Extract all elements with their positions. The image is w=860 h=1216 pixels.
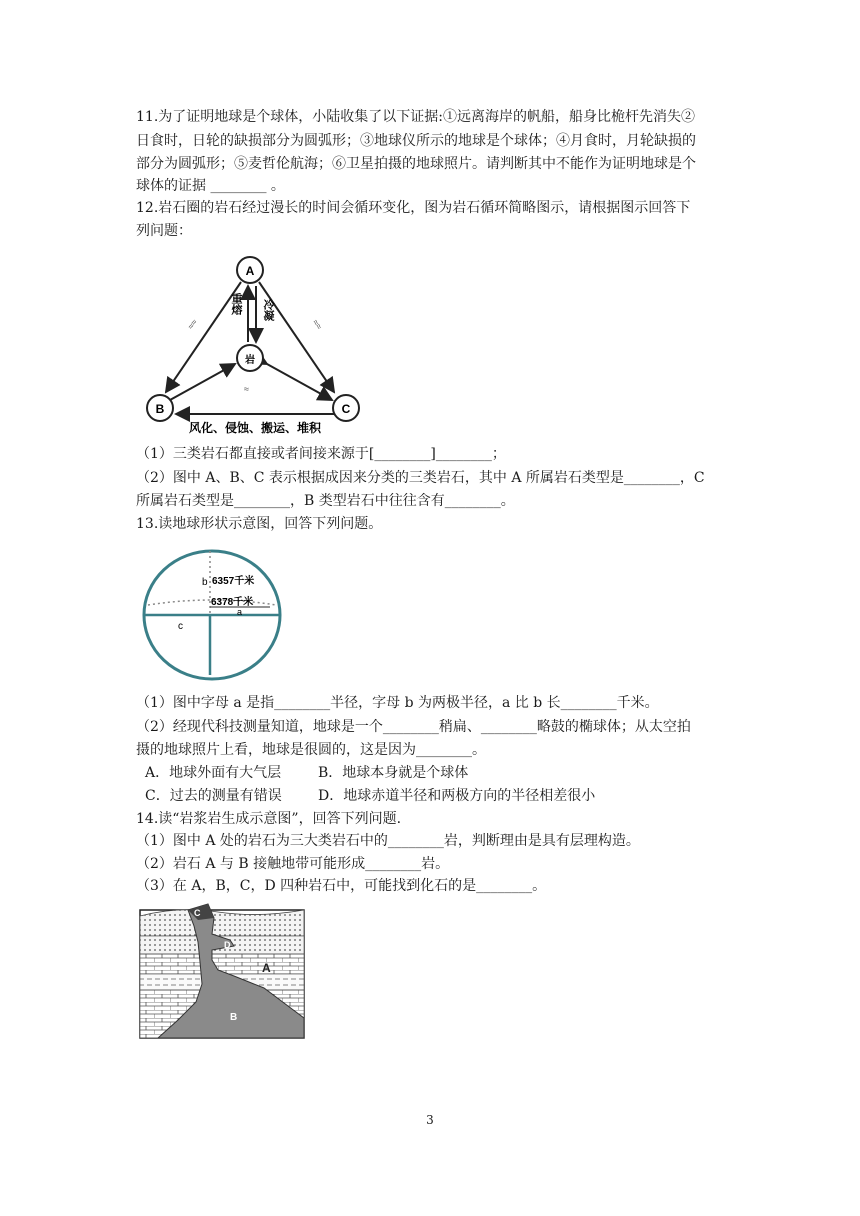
label-b: b bbox=[202, 577, 208, 588]
q12-sub-2-line-1: （2）图中 A、B、C 表示根据成因来分类的三类岩石，其中 A 所属岩石类型是________，C bbox=[136, 470, 705, 486]
q12-sub-1: （1）三类岩石都直接或者间接来源于[________]________； bbox=[136, 446, 506, 462]
q13-sub-2-line-1: （2）经现代科技测量知道，地球是一个________稍扁、________略鼓的椭球体；从太空拍 bbox=[136, 719, 691, 735]
value-b: 6357千米 bbox=[212, 576, 255, 587]
q13-option-c: C．过去的测量有错误 bbox=[145, 788, 282, 804]
q13-option-d: D．地球赤道半径和两极方向的半径相差很小 bbox=[318, 788, 596, 804]
node-center-label: 岩 bbox=[245, 355, 255, 366]
arrow-center-c bbox=[267, 364, 332, 400]
label-c: C bbox=[194, 908, 201, 918]
q13-line-1: 13.读地球形状示意图，回答下列问题。 bbox=[136, 516, 383, 532]
label-a: A bbox=[262, 961, 271, 975]
q13-sub-2-line-2: 摄的地球照片上看，地球是很圆的，这是因为________。 bbox=[136, 742, 486, 758]
edge-glyph-right: ≈≈ bbox=[310, 317, 325, 332]
node-c-label: C bbox=[341, 402, 351, 416]
q12-line-2: 列问题： bbox=[136, 223, 192, 239]
cool-label: 冷凝 bbox=[262, 299, 274, 321]
q14-sub-3: （3）在 A，B，C，D 四种岩石中，可能找到化石的是________。 bbox=[136, 878, 547, 894]
edge-glyph-left: ≈≈ bbox=[185, 317, 200, 332]
label-d: D bbox=[224, 940, 231, 950]
node-b-label: B bbox=[155, 402, 165, 416]
q13-option-a: A．地球外面有大气层 bbox=[145, 765, 282, 781]
q14-line-1: 14.读“岩浆岩生成示意图”，回答下列问题. bbox=[136, 811, 402, 827]
q11-line-3: 部分为圆弧形；⑤麦哲伦航海；⑥卫星拍摄的地球照片。请判断其中不能作为证明地球是个 bbox=[136, 156, 696, 172]
q14-sub-1: （1）图中 A 处的岩石为三大类岩石中的________岩，判断理由是具有层理构造。 bbox=[136, 833, 640, 849]
q11-line-1: 11.为了证明地球是个球体，小陆收集了以下证据:①远离海岸的帆船，船身比桅杆先消失② bbox=[136, 109, 695, 125]
q11-line-4: 球体的证据 ________ 。 bbox=[136, 178, 285, 194]
rock-cycle-diagram bbox=[140, 252, 375, 444]
q14-sub-2: （2）岩石 A 与 B 接触地带可能形成________岩。 bbox=[136, 856, 450, 872]
label-c: c bbox=[178, 621, 183, 632]
melt-label: 重熔 bbox=[230, 293, 242, 315]
q11-line-2: 日食时，日轮的缺损部分为圆弧形；③地球仪所示的地球是个球体；④月食时，月轮缺损的 bbox=[136, 133, 696, 149]
value-a: 6378千米 bbox=[211, 597, 254, 608]
stratum-dotted bbox=[140, 910, 304, 936]
label-a: a bbox=[237, 607, 243, 617]
earth-shape-diagram bbox=[140, 543, 290, 683]
rock-cycle-caption: 风化、侵蚀、搬运、堆积 bbox=[188, 421, 322, 435]
q12-line-1: 12.岩石圈的岩石经过漫长的时间会循环变化，图为岩石循环简略图示，请根据图示回答下 bbox=[136, 200, 691, 216]
node-a-label: A bbox=[245, 264, 255, 278]
q12-sub-2-line-2: 所属岩石类型是________，B 类型岩石中往往含有________。 bbox=[136, 493, 515, 509]
label-b: B bbox=[230, 1012, 238, 1023]
igneous-rock-diagram bbox=[138, 898, 308, 1040]
page-number: 3 bbox=[426, 1113, 434, 1127]
edge-glyph-bottom: ≈ bbox=[244, 384, 249, 394]
arrow-b-to-center bbox=[170, 364, 235, 400]
q13-sub-1: （1）图中字母 a 是指________半径，字母 b 为两极半径，a 比 b 长________千米。 bbox=[136, 695, 659, 711]
q13-option-b: B．地球本身就是个球体 bbox=[318, 765, 469, 781]
